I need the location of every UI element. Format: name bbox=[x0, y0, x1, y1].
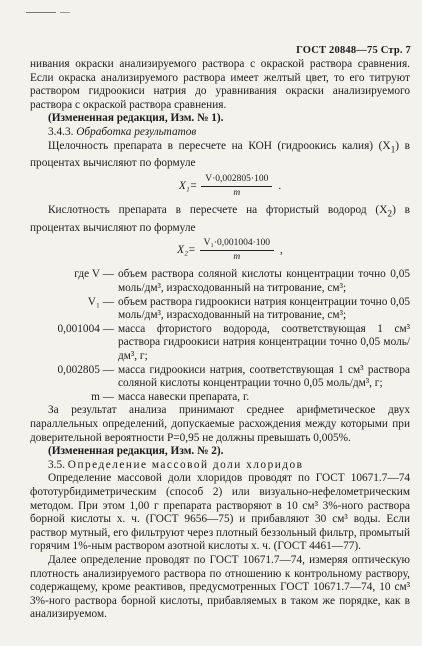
definition-symbol: 0,002805 — bbox=[57, 363, 114, 376]
numerator: V·0,002805·100 bbox=[201, 174, 272, 187]
definition-symbol: где V — bbox=[74, 268, 114, 281]
formula-lhs: X₂= bbox=[177, 244, 196, 257]
definition-text: объем раствора соляной кислоты концентрации точно 0,05 моль/дм³, израсходованный на титрование, см³; bbox=[118, 268, 410, 295]
section-title: Обработка результатов bbox=[76, 125, 197, 138]
fraction bbox=[200, 238, 274, 263]
definition-symbol: 0,001004 — bbox=[57, 322, 114, 335]
amendment-note: (Измененная редакция, Изм. № 1). bbox=[48, 112, 224, 125]
section-heading-3-4-3 bbox=[30, 126, 410, 140]
amendment-note: (Измененная редакция, Изм. № 2). bbox=[48, 445, 224, 458]
fraction bbox=[201, 174, 272, 199]
denominator: m bbox=[233, 252, 241, 263]
numerator: V₁·0,001004·100 bbox=[200, 238, 274, 251]
definition-text: масса гидроокиси натрия, соответствующая 1 см³ раствора соляной кислоты концентрации точно 0,05 моль/дм³, г; bbox=[118, 363, 410, 390]
paragraph-alkalinity bbox=[30, 140, 410, 171]
formula-x2 bbox=[50, 238, 410, 263]
formula-lhs: X₁= bbox=[178, 179, 198, 192]
paragraph-procedure: Далее определение проводят по ГОСТ 10671.7—74, измеряя оптическую плотность анализируемого раствора по отношению к контрольному раствору, содержащему, кроме реактивов, предусмотренных ГОСТ 10671.7—74, 10 см³ 3%-ного раствора борной кислоты, прибавляемых в таком же порядке, как в анализируемом. bbox=[30, 553, 410, 621]
definition-text: масса навески препарата, г. bbox=[118, 390, 250, 403]
top-rule bbox=[26, 12, 56, 13]
text-run: Кислотность препарата в пересчете на фтористый водород (X bbox=[48, 204, 388, 216]
denominator: m bbox=[233, 188, 241, 198]
subscript: 1 bbox=[390, 144, 396, 155]
section-title: Определение массовой доли хлоридов bbox=[67, 458, 304, 471]
definition-text: объем раствора гидроокиси натрия концентрации точно 0,05 моль/дм³, израсходованный на титрование, см³; bbox=[118, 295, 410, 322]
paragraph-acidity bbox=[30, 204, 410, 235]
text-run: Щелочность препарата в пересчете на КОН (гидроокись калия) (X bbox=[48, 139, 391, 152]
definition-symbol: V₁ — bbox=[87, 295, 114, 308]
definition-text: масса фтористого водорода, соответствующая 1 см³ раствора гидроокиси натрия концентрации точно 0,05 моль/дм³, г; bbox=[118, 322, 410, 362]
formula-x1 bbox=[50, 174, 410, 199]
section-heading-3-5 bbox=[30, 459, 410, 473]
definition-symbol: m — bbox=[91, 390, 114, 403]
paragraph: нивания окраски анализируемого раствора с окраской раствора сравнения. Если окраска анализируемого раствора имеет желтый цвет, то его титруют раствором гидроокиси натрия до уравнивания окраски анализируемого раствора с окраской раствора сравнения. bbox=[30, 58, 410, 111]
page-header: ГОСТ 20848—75 Стр. 7 bbox=[296, 45, 411, 56]
formula-punct: , bbox=[280, 244, 283, 257]
section-number: 3.5. bbox=[48, 458, 65, 471]
paragraph-result: За результат анализа принимают среднее арифметическое двух параллельных определений, допускаемые расхождения между которыми при доверительной вероятности P=0,95 не должны превышать 0,005%. bbox=[30, 404, 410, 444]
section-number: 3.4.3. bbox=[48, 125, 74, 138]
subscript: 2 bbox=[387, 209, 393, 220]
paragraph-chlorides: Определение массовой доли хлоридов проводят по ГОСТ 10671.7—74 фототурбидиметрическим (способ 2) или визуально-нефелометрическим методом. При этом 1,00 г препарата растворяют в 10 см³ 3%-ного раствора борной кислоты х. ч. (ГОСТ 9656—75) и прибавляют 30 см³ воды. Если раствор мутный, его фильтруют через плотный беззольный фильтр, промытый горячим 1%-ным раствором азотной кислоты х. ч. (ГОСТ 4461—77). bbox=[30, 472, 410, 553]
page-body bbox=[30, 58, 410, 622]
formula-punct: . bbox=[278, 179, 282, 192]
top-rule-short bbox=[60, 12, 70, 13]
text-run: ) в процентах вычисляют по формуле bbox=[30, 204, 411, 234]
text-run: ) в процентах вычисляют по формуле bbox=[30, 139, 410, 170]
variable-definitions bbox=[30, 268, 410, 404]
